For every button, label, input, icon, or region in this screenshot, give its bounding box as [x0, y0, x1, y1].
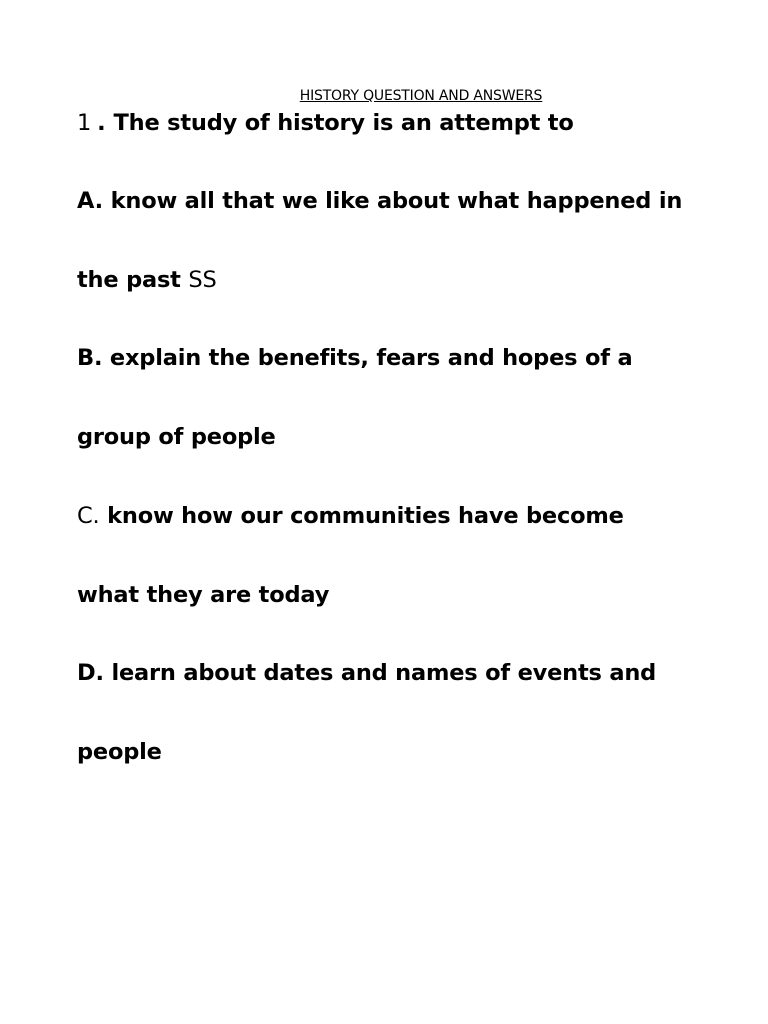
option-a-text: the past — [77, 267, 181, 293]
option-c-line-1 — [77, 503, 624, 529]
option-a-line-1: A. know all that we like about what happened in — [77, 188, 683, 214]
question-1 — [77, 110, 574, 136]
document-title: HISTORY QUESTION AND ANSWERS — [299, 88, 543, 104]
option-c-line-2: what they are today — [77, 582, 330, 608]
option-c-text: know how our communities have become — [107, 503, 624, 529]
question-text: The study of history is an attempt to — [113, 110, 574, 136]
option-c-letter: C. — [77, 503, 100, 529]
question-number: 1 — [77, 110, 92, 136]
option-d-line-2: people — [77, 739, 162, 765]
option-d-line-1: D. learn about dates and names of events and — [77, 660, 657, 686]
option-a-note: SS — [188, 267, 217, 293]
option-b-line-1: B. explain the benefits, fears and hopes of a — [77, 345, 633, 371]
option-b-line-2: group of people — [77, 424, 276, 450]
option-a-line-2 — [77, 267, 217, 293]
question-marker: . — [97, 110, 106, 136]
